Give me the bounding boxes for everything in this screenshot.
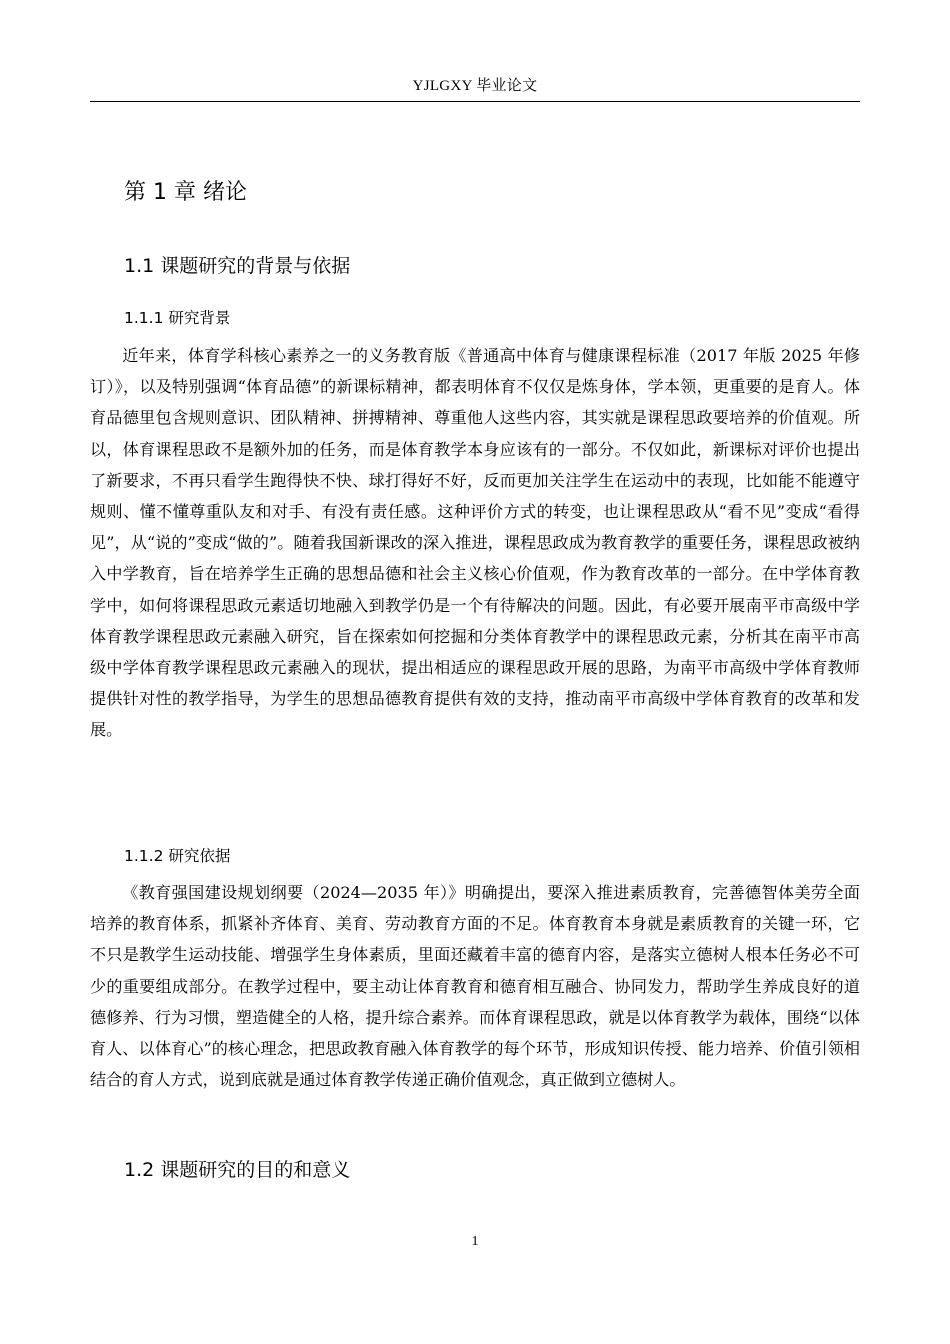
chapter-title: 第 1 章 绪论 <box>124 180 247 205</box>
paragraph-research-background: 近年来，体育学科核心素养之一的义务教育版《普通高中体育与健康课程标准（2017 年版 2025 年修订）》，以及特别强调“体育品德”的新课标精神，都表明体育不仅仅是炼身体，学本领，更重要的是育人。体育品德里包含规则意识、团队精神、拼搏精神、尊重他人这些内容，其实就是课程思政要培养的价值观。所以，体育课程思政不是额外加的任务，而是体育教学本身应该有的一部分。不仅如此，新课标对评价也提出了新要求，不再只看学生跑得快不快、球打得好不好，反而更加关注学生在运动中的表现，比如能不能遵守规则、懂不懂尊重队友和对手、有没有责任感。这种评价方式的转变，也让课程思政从“看不见”变成“看得见”，从“说的”变成“做的”。随着我国新课改的深入推进，课程思政成为教育教学的重要任务，课程思政被纳入中学教育，旨在培养学生正确的思想品德和社会主义核心价值观，作为教育改革的一部分。在中学体育教学中，如何将课程思政元素适切地融入到教学仍是一个有待解决的问题。因此，有必要开展南平市高级中学体育教学课程思政元素融入研究，旨在探索如何挖掘和分类体育教学中的课程思政元素，分析其在南平市高级中学体育教学课程思政元素融入的现状，提出相适应的课程思政开展的思路，为南平市高级中学体育教师提供针对性的教学指导，为学生的思想品德教育提供有效的支持，推动南平市高级中学体育教育的改革和发展。 <box>90 346 860 740</box>
section-title-1-2: 1.2 课题研究的目的和意义 <box>124 1159 351 1181</box>
subsection-title-1-1-1: 1.1.1 研究背景 <box>124 309 231 327</box>
subsection-title-1-1-2: 1.1.2 研究依据 <box>124 847 231 865</box>
page-header: YJLGXY 毕业论文 <box>412 78 538 94</box>
page-number: 1 <box>471 1234 479 1249</box>
paragraph-research-basis: 《教育强国建设规划纲要（2024—2035 年）》明确提出，要深入推进素质教育，完善德智体美劳全面培养的教育体系，抓紧补齐体育、美育、劳动教育方面的不足。体育教育本身就是素质教育的关键一环，它不只是教学生运动技能、增强学生身体素质，里面还藏着丰富的德育内容，是落实立德树人根本任务必不可少的重要组成部分。在教学过程中，要主动让体育教育和德育相互融合、协同发力，帮助学生养成良好的道德修养、行为习惯，塑造健全的人格，提升综合素养。而体育课程思政，就是以体育教学为载体，围绕“以体育人、以体育心”的核心理念，把思政教育融入体育教学的每个环节，形成知识传授、能力培养、价值引领相结合的育人方式，说到底就是通过体育教学传递正确价值观念，真正做到立德树人。 <box>90 883 860 1090</box>
header-rule <box>90 101 860 102</box>
section-title-1-1: 1.1 课题研究的背景与依据 <box>124 255 351 277</box>
